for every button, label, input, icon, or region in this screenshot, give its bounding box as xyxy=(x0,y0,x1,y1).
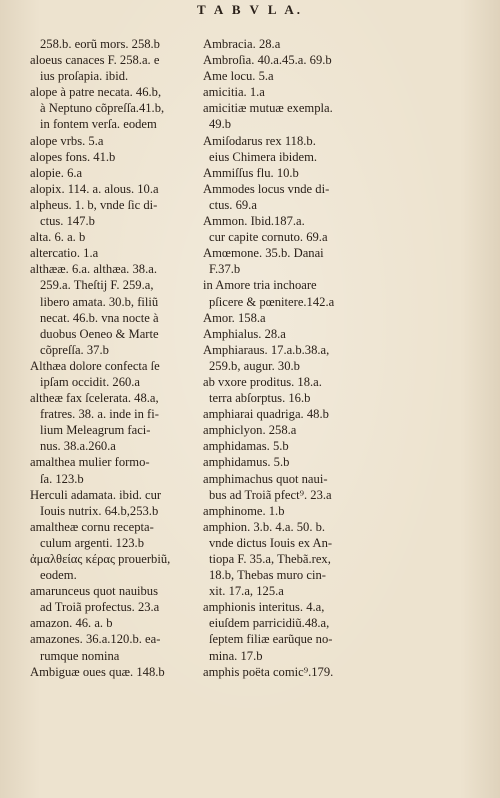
index-entry-line: amaltheæ cornu recepta- xyxy=(30,519,154,534)
index-entry-line: culum argenti. 123.b xyxy=(40,535,144,550)
index-entry-line: Ame locu. 5.a xyxy=(203,69,274,84)
index-entry-line: Amphialus. 28.a xyxy=(203,326,286,341)
index-entry-line: ipſam occidit. 260.a xyxy=(40,374,141,389)
index-entry-line: amphimachus quot naui- xyxy=(203,471,328,486)
index-entry-line: alta. 6. a. b xyxy=(30,230,86,245)
index-entry-line: 259.a. Theſtij F. 259.a, xyxy=(40,278,154,293)
index-entry-line: alpheus. 1. b, vnde ſic di- xyxy=(30,197,158,212)
index-entry-line: amalthea mulier formo- xyxy=(30,455,150,470)
index-entry-line: eius Chimera ibidem. xyxy=(209,149,318,164)
index-entry-line: libero amata. 30.b, filiũ xyxy=(40,294,159,309)
index-entry-line: rumque nomina xyxy=(40,648,120,663)
index-entry-line: amarunceus quot nauibus xyxy=(30,584,159,599)
index-entry-line: vnde dictus Iouis ex An- xyxy=(209,535,333,550)
index-entry-line: bus ad Troiã pfect⁹. 23.a xyxy=(209,487,332,502)
index-entry-line: amphis poëta comic⁹.179. xyxy=(203,664,334,679)
index-entry-line: amphidamas. 5.b xyxy=(203,439,289,454)
index-entry-line: Amor. 158.a xyxy=(203,310,266,325)
index-entry-line: amphidamus. 5.b xyxy=(203,455,290,470)
right-index-column xyxy=(203,36,373,680)
index-entry-line: amazon. 46. a. b xyxy=(30,616,113,631)
index-entry-line: tiopa F. 35.a, Thebã.rex, xyxy=(209,552,331,566)
index-entry-line: lium Meleagrum faci- xyxy=(40,423,151,438)
index-entry-line: mina. 17.b xyxy=(209,648,263,663)
index-entry-line: alopes fons. 41.b xyxy=(30,149,116,164)
index-entry-line: duobus Oeneo & Marte xyxy=(40,326,159,341)
index-entry-line: F.37.b xyxy=(209,262,241,277)
index-entry-line: Herculi adamata. ibid. cur xyxy=(30,487,162,502)
index-entry-line: Iouis nutrix. 64.b,253.b xyxy=(40,503,159,518)
index-entry-line: Amiſodarus rex 118.b. xyxy=(203,133,316,148)
index-entry-line: alope vrbs. 5.a xyxy=(30,133,104,148)
index-entry-line: ius proſapia. ibid. xyxy=(40,69,129,84)
index-entry-line: amphiclyon. 258.a xyxy=(203,423,297,438)
index-entry-line: Ambiguæ oues quæ. 148.b xyxy=(30,664,165,679)
index-entry-line: Althæa dolore confecta ſe xyxy=(30,358,160,373)
index-entry-line: ἀμαλθείας κέρας prouerbiũ, xyxy=(30,552,171,566)
index-entry-line: xit. 17.a, 125.a xyxy=(209,584,284,599)
index-entry-line: amphionis interitus. 4.a, xyxy=(203,600,325,615)
index-entry-line: Ammon. Ibid.187.a. xyxy=(203,214,305,229)
index-entry-line: altercatio. 1.a xyxy=(30,246,99,261)
index-entry-line: ſeptem filiæ earũque no- xyxy=(209,632,333,647)
index-entry-line: Ambroſia. 40.a.45.a. 69.b xyxy=(203,53,332,68)
index-entry-line: alopix. 114. a. alous. 10.a xyxy=(30,181,159,196)
index-entry-line: Ammiſſus flu. 10.b xyxy=(203,165,299,180)
index-entry-line: amicitiæ mutuæ exempla. xyxy=(203,101,333,116)
index-entry-line: alopie. 6.a xyxy=(30,165,83,180)
index-entry-line: necat. 46.b. vna nocte à xyxy=(40,310,159,325)
index-entry-line: pſicere & pœnitere.142.a xyxy=(209,294,335,309)
index-entry-line: 49.b xyxy=(209,117,232,132)
index-entry-line: altheæ fax ſcelerata. 48.a, xyxy=(30,391,159,406)
index-entry-line: Amœmone. 35.b. Danai xyxy=(203,246,324,261)
index-entry-line: ab vxore proditus. 18.a. xyxy=(203,374,322,389)
index-entry-line: eodem. xyxy=(40,568,77,583)
index-entry-line: in Amore tria inchoare xyxy=(203,278,317,293)
index-entry-line: 258.b. eorũ mors. 258.b xyxy=(40,37,160,51)
index-entry-line: eiuſdem parricidiũ.48.a, xyxy=(209,616,330,631)
index-entry-line: aloeus canaces F. 258.a. e xyxy=(30,53,160,68)
index-entry-line: fratres. 38. a. inde in fi- xyxy=(40,407,159,422)
index-entry-line: amazones. 36.a.120.b. ea- xyxy=(30,632,161,647)
index-entry-line: terra abſorptus. 16.b xyxy=(209,391,311,406)
index-entry-line: amphiarai quadriga. 48.b xyxy=(203,407,329,422)
index-entry-line: amicitia. 1.a xyxy=(203,85,265,100)
index-entry-line: Ammodes locus vnde di- xyxy=(203,181,330,196)
running-header: T A B V L A. xyxy=(196,2,304,17)
left-index-column xyxy=(30,36,202,680)
index-entry-line: ctus. 69.a xyxy=(209,197,257,212)
index-entry-line: amphinome. 1.b xyxy=(203,503,285,518)
index-entry-line: Amphiaraus. 17.a.b.38.a, xyxy=(203,342,330,357)
index-entry-line: ctus. 147.b xyxy=(40,214,95,229)
index-entry-line: althææ. 6.a. althæa. 38.a. xyxy=(30,262,157,277)
index-entry-line: 18.b, Thebas muro cin- xyxy=(209,568,326,583)
index-entry-line: ad Troiã profectus. 23.a xyxy=(40,600,160,615)
index-entry-line: 259.b, augur. 30.b xyxy=(209,358,300,373)
index-entry-line: ſa. 123.b xyxy=(40,471,84,486)
index-entry-line: cõpreſſa. 37.b xyxy=(40,342,109,357)
index-entry-line: amphion. 3.b. 4.a. 50. b. xyxy=(203,519,326,534)
index-entry-line: Ambracia. 28.a xyxy=(203,37,281,51)
index-entry-line: à Neptuno cõpreſſa.41.b, xyxy=(40,101,165,116)
index-entry-line: nus. 38.a.260.a xyxy=(40,439,116,454)
index-entry-line: in fontem verſa. eodem xyxy=(40,117,157,132)
index-entry-line: cur capite cornuto. 69.a xyxy=(209,230,328,245)
index-entry-line: alope à patre necata. 46.b, xyxy=(30,85,162,100)
